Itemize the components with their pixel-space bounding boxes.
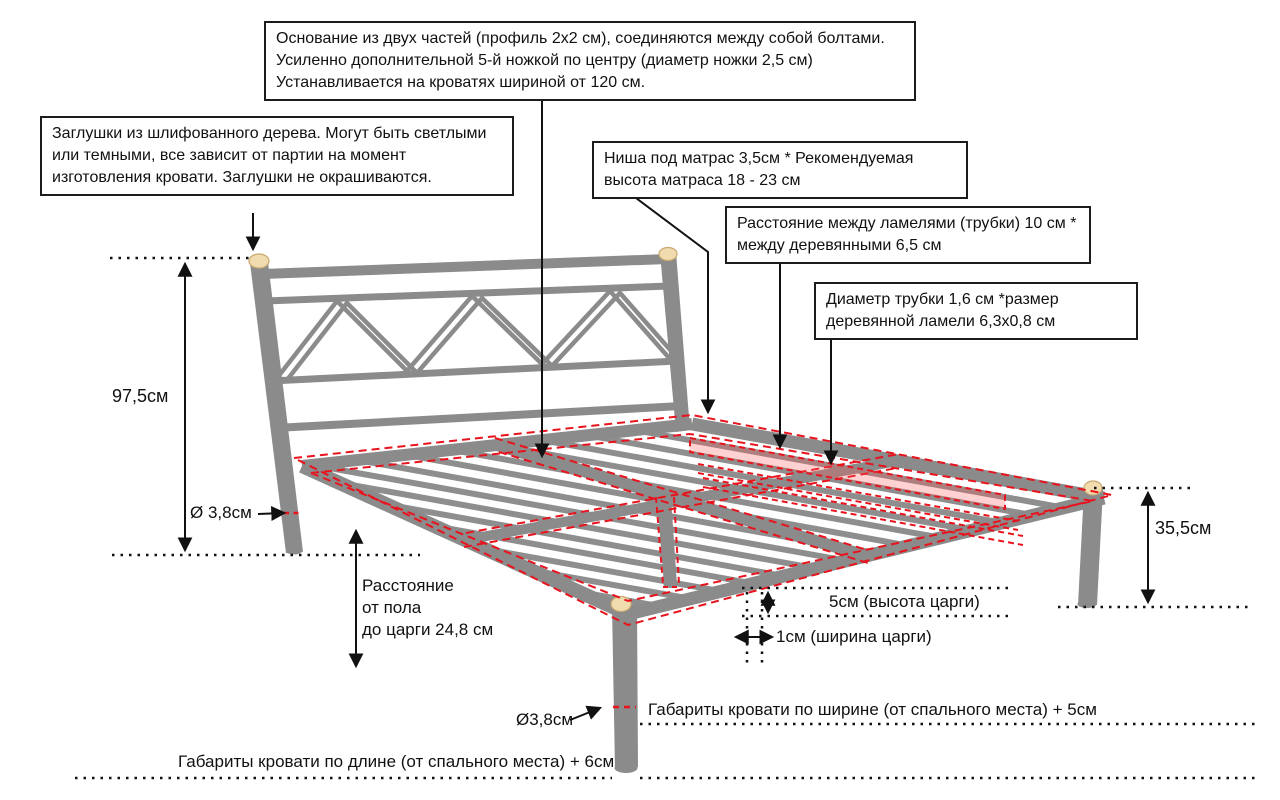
note-base-line: Устанавливается на кроватях шириной от 120 см. xyxy=(276,74,646,92)
label-overall-length: Габариты кровати по длине (от спального места) + 6см xyxy=(178,752,615,771)
note-caps-line: Могут быть светлыми или темными, xyxy=(52,125,487,165)
label-headboard-height: 97,5см xyxy=(112,386,169,406)
note-slats xyxy=(725,206,1091,264)
label-foot-height: 35,5см xyxy=(1155,518,1212,538)
note-slats-line: Расстояние между ламелями (трубки) 10 см xyxy=(737,215,1066,232)
note-caps-line: Заглушки из шлифованного дерева. xyxy=(52,125,321,142)
foot-leg-near xyxy=(612,604,638,769)
label-overall-width: Габариты кровати по ширине (от спального места) + 5см xyxy=(648,700,1097,719)
note-niche xyxy=(592,141,968,199)
note-caps-line: Заглушки не окрашиваются. xyxy=(222,169,432,187)
label-floor-clearance: Расстояние от пола до царги 24,8 см xyxy=(362,576,494,640)
headboard-rails xyxy=(262,259,681,428)
label-leg-diameter-left: Ø 3,8см xyxy=(190,503,252,522)
note-caps xyxy=(40,116,514,196)
note-niche-line: Ниша под матрас 3,5см xyxy=(604,150,781,167)
note-base xyxy=(264,21,916,101)
label-leg-diameter-bottom: Ø3,8см xyxy=(516,710,574,729)
arrow-leg-diameter-left xyxy=(258,513,284,514)
note-slats-line: * между деревянными 6,5 см xyxy=(737,215,1077,255)
headboard-post-left xyxy=(250,262,303,553)
label-tsarga-width: 1см (ширина царги) xyxy=(776,627,932,646)
note-tube xyxy=(814,282,1138,340)
arrow-leg-diameter-bottom xyxy=(570,708,600,720)
note-tube-line: Диаметр трубки 1,6 см xyxy=(826,291,995,308)
note-niche-line: * Рекомендуемая высота матраса 18 - 23 см xyxy=(604,150,914,190)
label-tsarga-height: 5см (высота царги) xyxy=(829,592,980,611)
note-tube-line: *размер деревянной ламели 6,3х0,8 см xyxy=(826,291,1059,331)
note-caps-line: все зависит от партии на момент изготовления кровати. xyxy=(52,147,407,187)
note-base-line: Основание из двух частей (профиль 2х2 см), соединяются между собой болтами. xyxy=(276,30,885,47)
note-base-line: Усиленно дополнительной 5-й ножкой по центру (диаметр ножки 2,5 см) xyxy=(276,52,813,70)
